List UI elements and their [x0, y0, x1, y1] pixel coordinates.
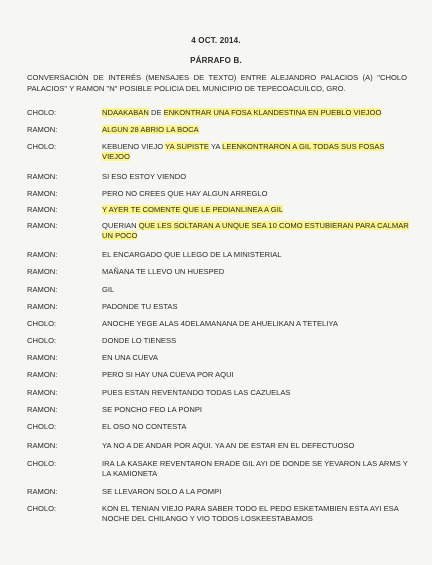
message-text-part: PUES ESTAN REVENTANDO TODAS LAS CAZUELAS	[102, 388, 291, 397]
message-speaker: RAMON:	[27, 125, 58, 134]
message-text	[102, 172, 412, 182]
message-speaker: RAMON:	[27, 221, 58, 230]
message-text-part: GIL	[102, 285, 115, 294]
message-text	[102, 459, 412, 479]
message-text	[102, 441, 412, 451]
intro-paragraph: CONVERSACIÓN DE INTERÉS (MENSAJES DE TEXTO) ENTRE ALEJANDRO PALACIOS (A) "CHOLO PALACIOS" Y RAMON "N" POSIBLE POLICIA DEL MUNICIPIO DE TEPECOACUILCO, GRO.	[27, 73, 407, 93]
message-text	[102, 125, 412, 135]
message-text-part: EL OSO NO CONTESTA	[102, 422, 187, 431]
highlighted-text: YA SUPISTE	[165, 142, 209, 151]
message-speaker: CHOLO:	[27, 142, 57, 151]
message-text-part: SI ESO ESTOY VIENDO	[102, 172, 187, 181]
message-text-part: PADONDE TU ESTAS	[102, 302, 178, 311]
document-date: 4 OCT. 2014.	[191, 36, 241, 45]
message-speaker: RAMON:	[27, 189, 58, 198]
message-speaker: RAMON:	[27, 353, 58, 362]
message-text-part: MAÑANA TE LLEVO UN HUESPED	[102, 267, 225, 276]
paragraph-heading: PÁRRAFO B.	[190, 56, 242, 65]
message-speaker: CHOLO:	[27, 108, 57, 117]
message-speaker: CHOLO:	[27, 504, 57, 513]
message-text	[102, 142, 412, 162]
message-speaker: RAMON:	[27, 441, 58, 450]
message-text-part: PERO NO CREES QUE HAY ALGUN ARREGLO	[102, 189, 268, 198]
message-speaker: RAMON:	[27, 388, 58, 397]
message-text	[102, 205, 412, 215]
highlighted-text: ALGUN 28 ABRIO LA BOCA	[102, 125, 199, 134]
message-text	[102, 336, 412, 346]
message-text-part: YA NO A DE ANDAR POR AQUI. YA AN DE ESTAR EN EL DEFECTUOSO	[102, 441, 355, 450]
message-text	[102, 250, 412, 260]
message-text	[102, 370, 412, 380]
highlighted-text: Y AYER TE COMENTE QUE LE PEDIANLINEA A GIL	[102, 205, 284, 214]
message-text-part: EL ENCARGADO QUE LLEGO DE LA MINISTERIAL	[102, 250, 282, 259]
message-text-part: KEBUENO VIEJO	[102, 142, 166, 151]
message-text-part: SE LLEVARON SOLO A LA POMPI	[102, 487, 222, 496]
message-text	[102, 504, 412, 524]
message-text	[102, 267, 412, 277]
message-text	[102, 422, 412, 432]
message-text-part: IRA LA KASAKE REVENTARON ERADE GIL AYI DE DONDE SE YEVARON LAS ARMS Y LA KAMIONETA	[102, 459, 408, 478]
message-text-part: QUERIAN	[102, 221, 139, 230]
message-text-part: ANOCHE YEGE ALAS 4DELAMANANA DE AHUELIKAN A TETELIYA	[102, 319, 338, 328]
message-speaker: CHOLO:	[27, 422, 57, 431]
message-text	[102, 353, 412, 363]
message-text-part: YA	[208, 142, 223, 151]
message-speaker: RAMON:	[27, 487, 58, 496]
message-text	[102, 388, 412, 398]
message-text	[102, 487, 412, 497]
message-text-part: PERO SI HAY UNA CUEVA POR AQUI	[102, 370, 234, 379]
highlighted-text: NDAAKABAN	[102, 108, 149, 117]
highlighted-text: QUE LES SOLTARAN A UNQUE SEA 10 COMO ESTUBIERAN PARA CALMAR UN POCO	[102, 221, 409, 240]
message-speaker: CHOLO:	[27, 459, 57, 468]
message-speaker: RAMON:	[27, 370, 58, 379]
message-text-part: KON EL TENIAN VIEJO PARA SABER TODO EL PEDO ESKETAMBIEN ESTA AYI ESA NOCHE DEL CHILANGO Y VIO TODOS LOSKEESTABAMOS	[102, 504, 399, 523]
message-text	[102, 302, 412, 312]
message-speaker: RAMON:	[27, 250, 58, 259]
message-speaker: RAMON:	[27, 405, 58, 414]
message-speaker: RAMON:	[27, 172, 58, 181]
message-text-part: SE PONCHO FEO LA PONPI	[102, 405, 203, 414]
message-speaker: RAMON:	[27, 267, 58, 276]
message-text	[102, 405, 412, 415]
message-text	[102, 319, 412, 329]
message-text	[102, 221, 412, 241]
highlighted-text: ENKONTRAR UNA FOSA KLANDESTINA EN PUEBLO VIEJOO	[163, 108, 382, 117]
message-text	[102, 189, 412, 199]
message-speaker: RAMON:	[27, 302, 58, 311]
message-text	[102, 108, 412, 118]
message-text	[102, 285, 412, 295]
message-speaker: CHOLO:	[27, 336, 57, 345]
message-speaker: RAMON:	[27, 205, 58, 214]
message-text-part: EN UNA CUEVA	[102, 353, 158, 362]
message-text-part: DONDE LO TIENESS	[102, 336, 177, 345]
message-text-part: DE	[148, 108, 164, 117]
message-speaker: RAMON:	[27, 285, 58, 294]
highlighted-text: LEENKONTRARON A GIL TODAS SUS FOSAS VIEJOO	[102, 142, 385, 161]
message-speaker: CHOLO:	[27, 319, 57, 328]
